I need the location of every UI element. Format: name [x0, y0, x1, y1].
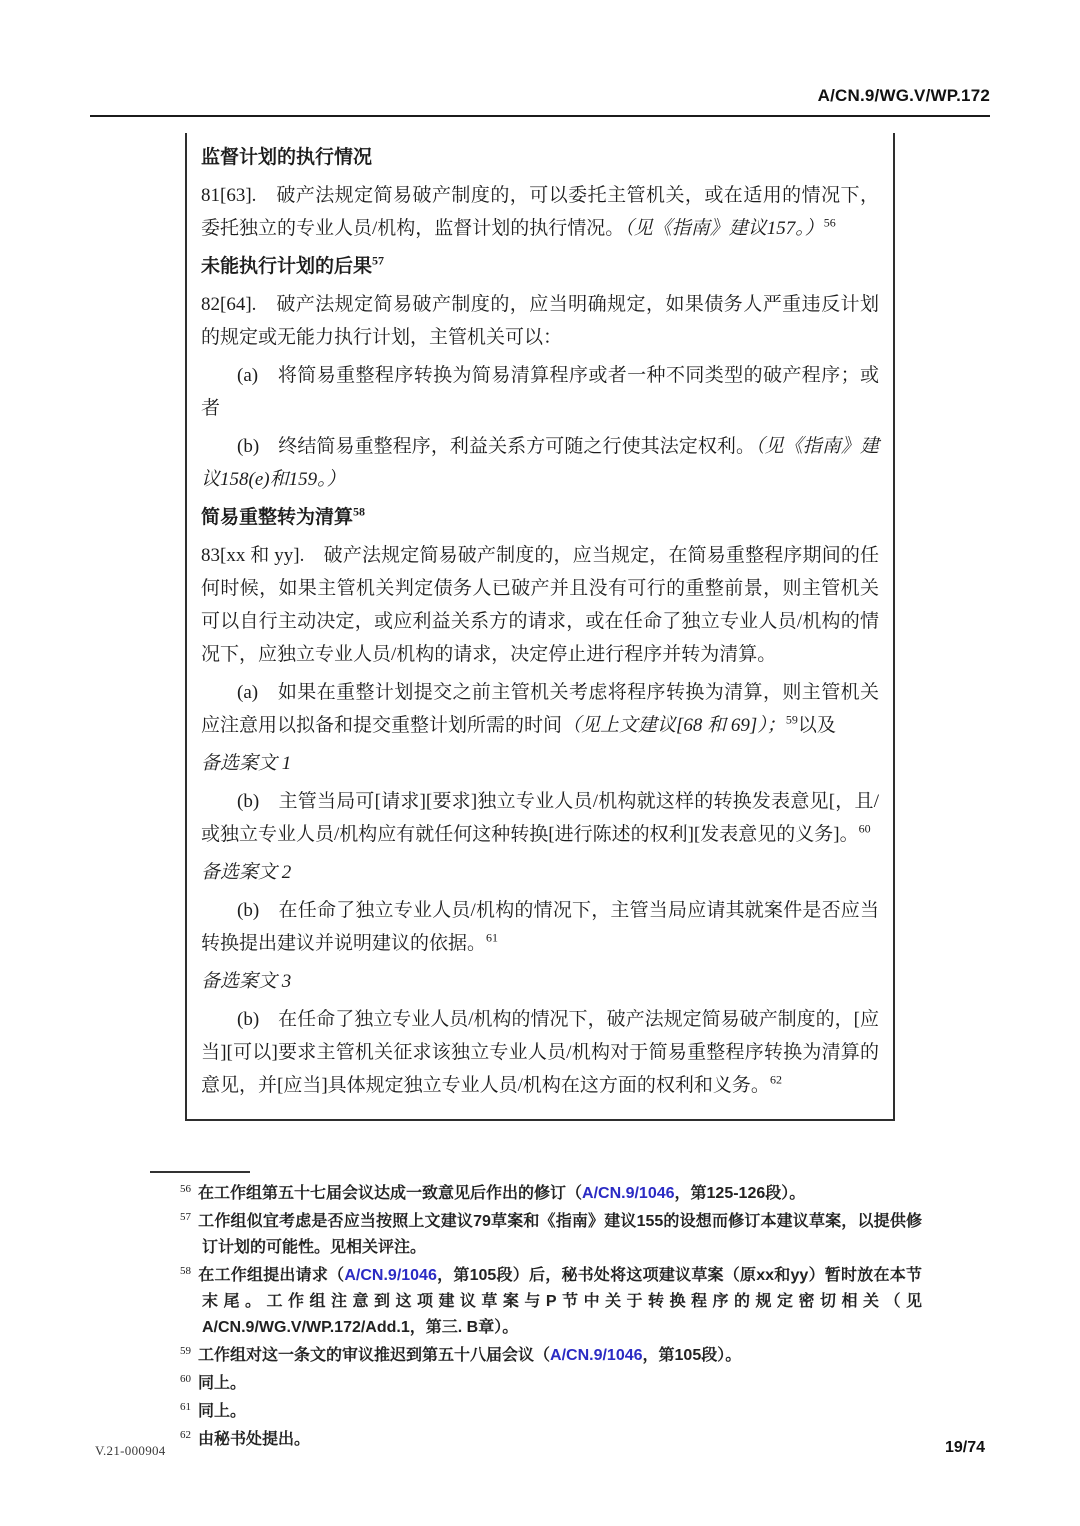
footnote-62 — [180, 1427, 922, 1453]
footnote-61-text: 同上。 — [198, 1403, 247, 1420]
footnote-59-text: 工作组对这一条文的审议推迟到第五十八届会议（ — [198, 1347, 551, 1364]
paragraph-81 — [201, 179, 879, 245]
footnote-56-text: 在工作组第五十七届会议达成一致意见后作出的修订（ — [198, 1185, 583, 1202]
footer-page-number: 19/74 — [944, 1439, 985, 1456]
doc-reference-link[interactable]: A/CN.9/1046 — [582, 1185, 675, 1202]
alternative-2-label: 备选案文 2 — [201, 862, 292, 883]
footnote-61-number: 61 — [180, 1400, 191, 1413]
paragraph-81-guide-ref: （见《指南》建议157。） — [624, 218, 824, 239]
footnote-58-number: 58 — [180, 1264, 191, 1277]
paragraph-83a-text: (a) 如果在重整计划提交之前主管机关考虑将程序转换为清算，则主管机关应注意用以拟备和提交重整计划所需的时间 — [201, 682, 879, 736]
alternative-2-b-text: (b) 在任命了独立专业人员/机构的情况下，主管当局应请其就案件是否应当转换提出建议并说明建议的依据。 — [201, 900, 879, 954]
heading-plan-supervision: 监督计划的执行情况 — [201, 147, 373, 168]
alternative-1-label: 备选案文 1 — [201, 753, 292, 774]
heading-conversion-to-liquidation — [201, 501, 879, 534]
header-rule — [90, 115, 990, 117]
paragraph-83a — [201, 676, 879, 742]
footnote-ref-57: 57 — [372, 253, 385, 268]
footnote-ref-56: 56 — [823, 215, 836, 230]
paragraph-82: 82[64]. 破产法规定简易破产制度的，应当明确规定，如果债务人严重违反计划的规定或无能力执行计划，主管机关可以： — [201, 294, 879, 348]
footnote-59-number: 59 — [180, 1344, 191, 1357]
footnote-57-text: 工作组似宜考虑是否应当按照上文建议79草案和《指南》建议155的设想而修订本建议草案，以提供修订计划的可能性。见相关评注。 — [198, 1213, 922, 1256]
paragraph-83: 83[xx 和 yy]. 破产法规定简易破产制度的，应当规定，在简易重整程序期间的任何时候，如果主管机关判定债务人已破产并且没有可行的重整前景，则主管机关可以自行主动决定，或应利益关系方的请求，或在任命了独立专业人员/机构的情况下，应独立专业人员/机构的请求，决定停止进行程序并转为清算。 — [201, 545, 879, 665]
doc-reference-link[interactable]: A/CN.9/1046 — [550, 1347, 643, 1364]
footnote-58 — [180, 1263, 922, 1341]
footnote-62-text: 由秘书处提出。 — [198, 1431, 311, 1448]
footnote-57 — [180, 1209, 922, 1261]
footnote-58-text-end: ，第105段）后，秘书处将这项建议草案（原xx和yy）暂时放在本节末尾。工作组注意到这项建议草案与P节中关于转换程序的规定密切相关（见 A/CN.9/WG.V/WP.172/Add.1，第三. B章）。 — [202, 1267, 922, 1336]
footnote-56 — [180, 1181, 922, 1207]
footnote-separator — [150, 1171, 250, 1173]
doc-reference-link[interactable]: A/CN.9/1046 — [344, 1267, 437, 1284]
draft-recommendations-box — [185, 133, 895, 1121]
paragraph-83a-tail: 以及 — [797, 715, 836, 736]
alternative-1-paragraph-b — [201, 785, 879, 851]
alternative-3-b-text: (b) 在任命了独立专业人员/机构的情况下，破产法规定简易破产制度的，[应当][可以]要求主管机关征求该独立专业人员/机构对于简易重整程序转换为清算的意见，并[应当]具体规定独立专业人员/机构在这方面的权利和义务。 — [201, 1009, 879, 1096]
footnote-59-text-end: ，第105段）。 — [642, 1347, 742, 1364]
paragraph-82b-text: (b) 终结简易重整程序，利益关系方可随之行使其法定权利。 — [237, 436, 756, 457]
footnote-ref-58: 58 — [353, 504, 366, 519]
heading-conversion-title: 简易重整转为清算 — [201, 507, 354, 528]
heading-failure-title: 未能执行计划的后果 — [201, 256, 373, 277]
footnote-62-number: 62 — [180, 1428, 191, 1441]
alternative-3-label: 备选案文 3 — [201, 971, 292, 992]
alternative-2-paragraph-b — [201, 894, 879, 960]
footnote-ref-62: 62 — [769, 1072, 782, 1087]
footnote-59 — [180, 1343, 922, 1369]
alternative-3-paragraph-b — [201, 1003, 879, 1102]
footnote-56-number: 56 — [180, 1182, 191, 1195]
footnote-58-text: 在工作组提出请求（ — [198, 1267, 345, 1284]
document-symbol: A/CN.9/WG.V/WP.172 — [817, 86, 990, 105]
footer-doc-id: V.21-000904 — [95, 1443, 166, 1458]
footnote-57-number: 57 — [180, 1210, 191, 1223]
footnote-61 — [180, 1399, 922, 1425]
footnote-56-text-end: ，第125-126段）。 — [674, 1185, 806, 1202]
footnote-ref-59: 59 — [785, 712, 798, 727]
heading-failure-consequences — [201, 250, 879, 283]
alternative-1-b-text: (b) 主管当局可[请求][要求]独立专业人员/机构就这样的转换发表意见[，且/或独立专业人员/机构应有就任何这种转换[进行陈述的权利][发表意见的义务]。 — [201, 791, 879, 845]
paragraph-82a: (a) 将简易重整程序转换为简易清算程序或者一种不同类型的破产程序；或者 — [201, 365, 879, 419]
footnote-60-number: 60 — [180, 1372, 191, 1385]
footnotes-section — [180, 1181, 922, 1455]
footnote-ref-61: 61 — [486, 930, 499, 945]
paragraph-82b — [201, 430, 879, 496]
footnote-60-text: 同上。 — [198, 1375, 247, 1392]
paragraph-83a-guide-ref: （见上文建议[68 和 69]）； — [562, 715, 786, 736]
footnote-ref-60: 60 — [858, 821, 871, 836]
paragraph-81-text: 81[63]. 破产法规定简易破产制度的，可以委托主管机关，或在适用的情况下，委托独立的专业人员/机构，监督计划的执行情况。 — [201, 185, 879, 239]
footnote-60 — [180, 1371, 922, 1397]
paragraph-82b-guide-ref: （见《指南》建议158(e)和159。） — [201, 436, 879, 490]
